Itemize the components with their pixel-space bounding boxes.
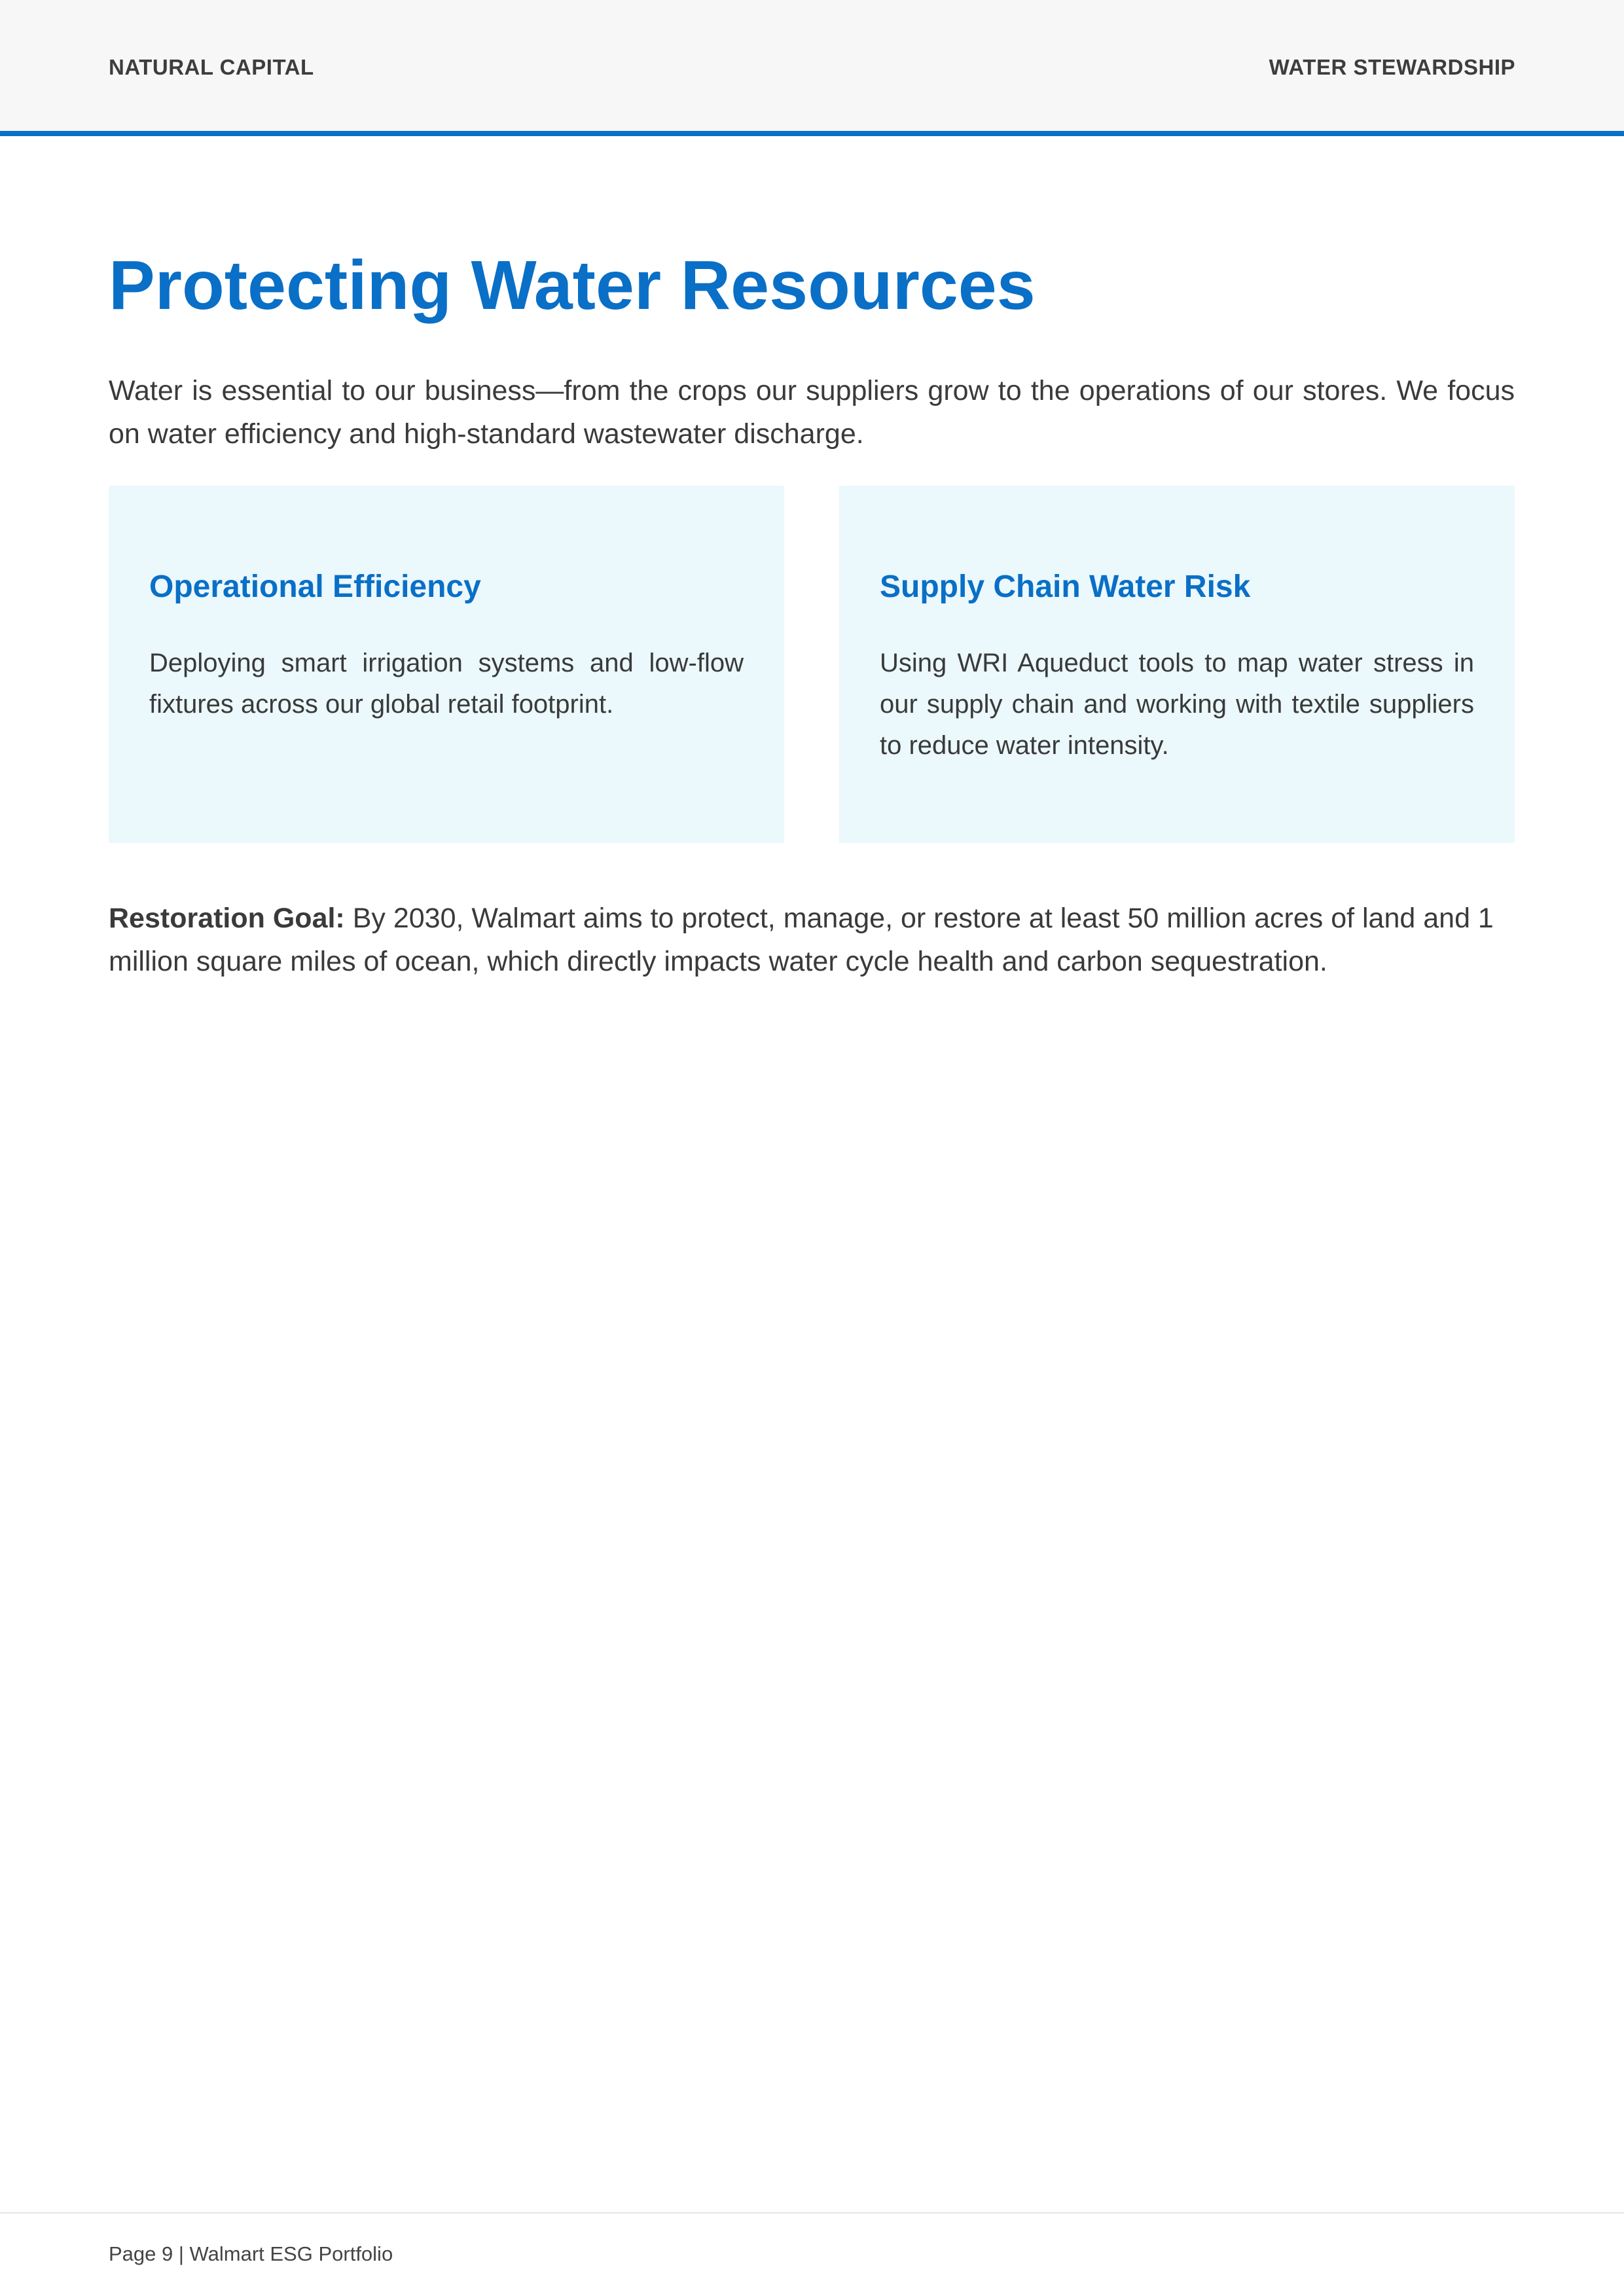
section-label: NATURAL CAPITAL [109, 55, 314, 79]
card-text: Deploying smart irrigation systems and low-flow fixtures across our global retail footprint. [149, 648, 744, 719]
card-title: Supply Chain Water Risk [880, 569, 1251, 604]
page-header [0, 0, 1624, 136]
card-title: Operational Efficiency [149, 569, 481, 604]
goal-text: By 2030, Walmart aims to protect, manage, or restore at least 50 million acres of land and 1 million square miles of ocean, which directly impacts water cycle health and carbon sequestration. [109, 903, 1494, 977]
page-footer: Page 9 | Walmart ESG Portfolio [109, 2242, 393, 2265]
card-text: Using WRI Aqueduct tools to map water stress in our supply chain and working with textile suppliers to reduce water intensity. [880, 648, 1474, 760]
card-supply-chain-water-risk [839, 486, 1515, 843]
intro-paragraph: Water is essential to our business—from the crops our suppliers grow to the operations of our stores. We focus on water efficiency and high-standard wastewater discharge. [109, 375, 1515, 450]
topic-label: WATER STEWARDSHIP [1269, 55, 1515, 79]
card-operational-efficiency [109, 486, 784, 843]
goal-label: Restoration Goal: [109, 903, 345, 934]
footer-divider [0, 2212, 1624, 2214]
info-cards [109, 486, 1515, 843]
page-title: Protecting Water Resources [109, 247, 1036, 324]
restoration-goal-paragraph [109, 897, 1515, 983]
